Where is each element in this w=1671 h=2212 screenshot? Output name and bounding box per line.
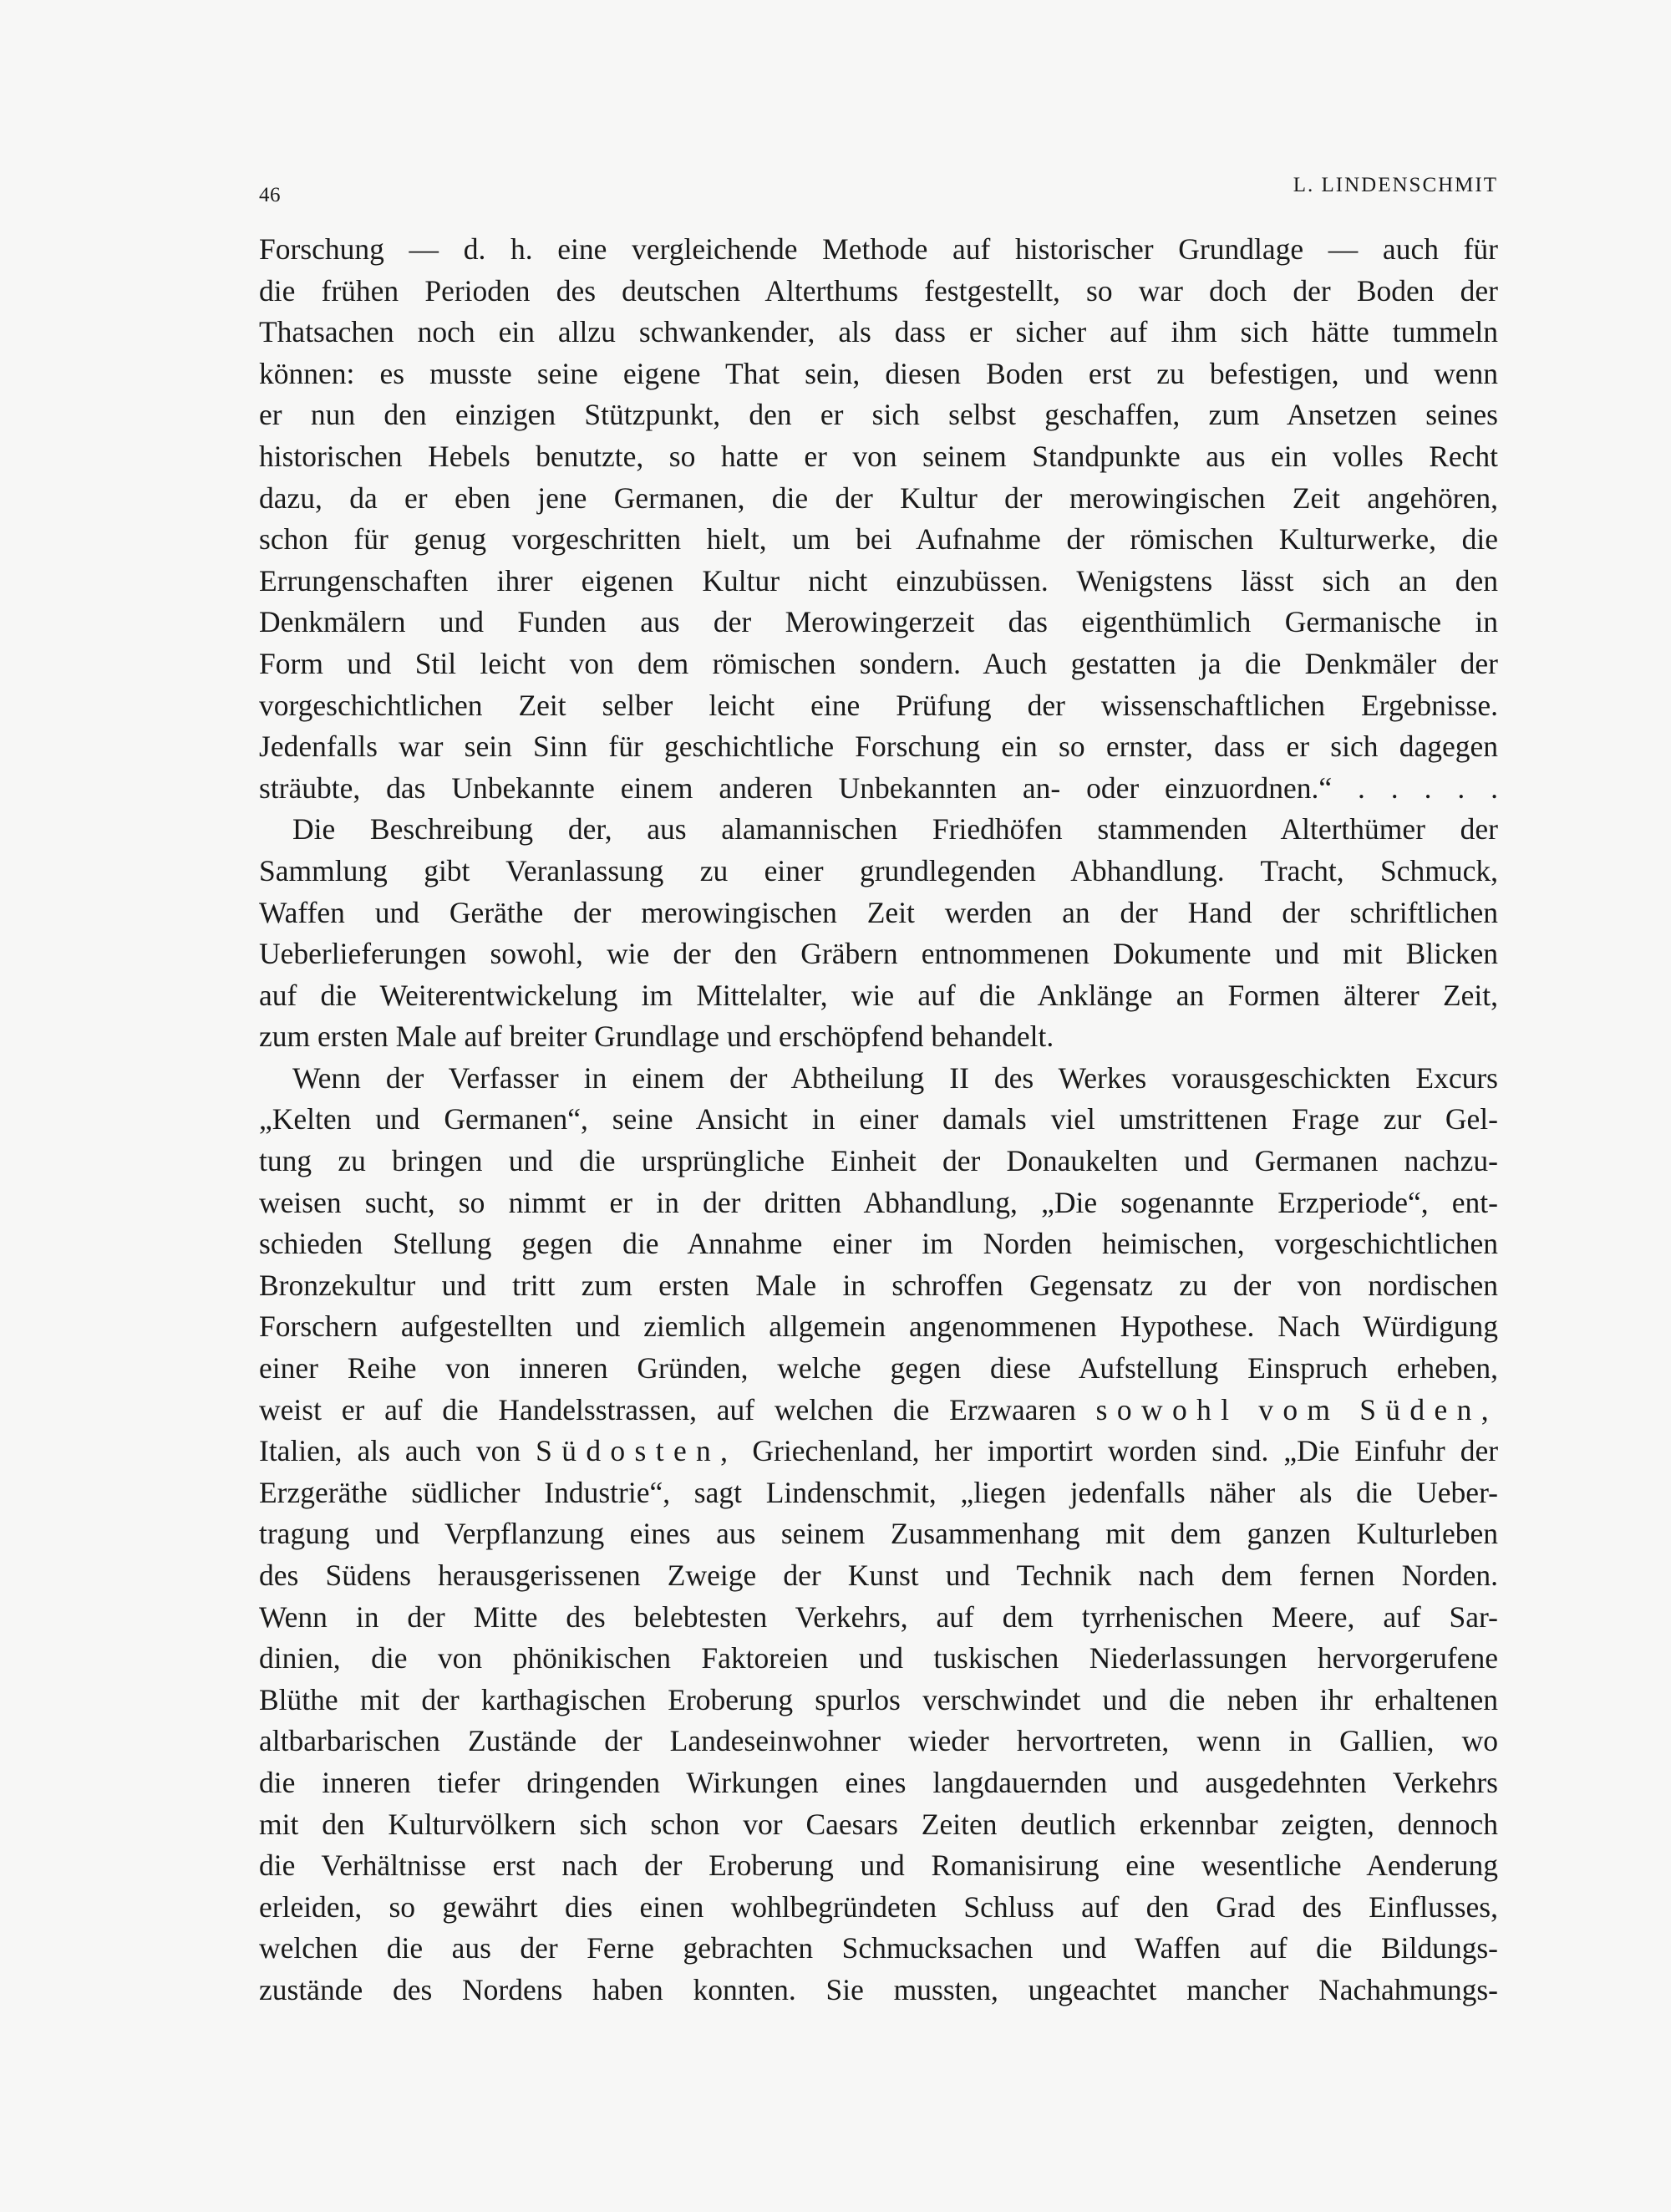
text-line: sträubte, das Unbekannte einem anderen Unbekannten an- oder einzuordnen.“ . . . . . bbox=[259, 770, 1498, 805]
text-line: die inneren tiefer dringenden Wirkungen eines langdauernden und ausgedehnten Verkehrs bbox=[259, 1765, 1498, 1799]
text-line: können: es musste seine eigene That sein, diesen Boden erst zu befestigen, und wenn bbox=[259, 356, 1498, 390]
text-line: Errungenschaften ihrer eigenen Kultur nicht einzubüssen. Wenigstens lässt sich an den bbox=[259, 563, 1498, 597]
text-line: die Verhältnisse erst nach der Eroberung und Romanisirung eine wesentliche Aenderung bbox=[259, 1848, 1498, 1883]
text-line: schieden Stellung gegen die Annahme einer im Norden heimischen, vorgeschichtlichen bbox=[259, 1227, 1498, 1261]
paragraph-1 bbox=[259, 229, 1498, 809]
text-line: welchen die aus der Ferne gebrachten Schmucksachen und Waffen auf die Bildungs- bbox=[259, 1931, 1498, 1965]
text-line: zum ersten Male auf breiter Grundlage und erschöpfend behandelt. bbox=[259, 1020, 1054, 1054]
text-line: Blüthe mit der karthagischen Eroberung spurlos verschwindet und die neben ihr erhaltenen bbox=[259, 1682, 1498, 1716]
paragraph-2 bbox=[259, 809, 1498, 1058]
body-text bbox=[259, 229, 1498, 2011]
text-line: Wenn der Verfasser in einem der Abtheilung II des Werkes vorausgeschickten Excurs bbox=[292, 1060, 1498, 1095]
text-line: die frühen Perioden des deutschen Alterthums festgestellt, so war doch der Boden der bbox=[259, 273, 1498, 308]
text-line: Jedenfalls war sein Sinn für geschichtliche Forschung ein so ernster, dass er sich dagegen bbox=[259, 730, 1498, 764]
text-line: Sammlung gibt Veranlassung zu einer grundlegenden Abhandlung. Tracht, Schmuck, bbox=[259, 853, 1498, 887]
text-line: auf die Weiterentwickelung im Mittelalter, wie auf die Anklänge an Formen älterer Zeit, bbox=[259, 978, 1498, 1012]
text-line: Thatsachen noch ein allzu schwankender, als dass er sicher auf ihm sich hätte tummeln bbox=[259, 315, 1498, 349]
text-line bbox=[259, 1390, 1498, 1431]
text-line: Bronzekultur und tritt zum ersten Male in schroffen Gegensatz zu der von nordischen bbox=[259, 1268, 1498, 1302]
text-line: altbarbarischen Zustände der Landeseinwohner wieder hervortreten, wenn in Gallien, wo bbox=[259, 1724, 1498, 1758]
text-segment: Griechenland, her importirt worden sind. „Die Einfuhr der bbox=[752, 1434, 1499, 1468]
text-segment: weist er auf die Handelsstrassen, auf welchen die Erzwaaren bbox=[259, 1392, 1076, 1426]
text-line bbox=[259, 1431, 1498, 1472]
text-line: Waffen und Geräthe der merowingischen Zeit werden an der Hand der schriftlichen bbox=[259, 895, 1498, 929]
page-number: 46 bbox=[259, 184, 281, 206]
emphasized-word: Südosten, bbox=[536, 1434, 738, 1468]
text-line: tragung und Verpflanzung eines aus seinem Zusammenhang mit dem ganzen Kulturleben bbox=[259, 1517, 1498, 1551]
text-line: zustände des Nordens haben konnten. Sie mussten, ungeachtet mancher Nachahmungs- bbox=[259, 1972, 1498, 2006]
text-line: vorgeschichtlichen Zeit selber leicht eine Prüfung der wissenschaftlichen Ergebnisse. bbox=[259, 688, 1498, 722]
running-head bbox=[259, 174, 1498, 204]
text-line: Denkmälern und Funden aus der Merowingerzeit das eigenthümlich Germanische in bbox=[259, 605, 1498, 639]
text-line: „Kelten und Germanen“, seine Ansicht in einer damals viel umstrittenen Frage zur Gel- bbox=[259, 1102, 1498, 1137]
text-line: Wenn in der Mitte des belebtesten Verkehrs, auf dem tyrrhenischen Meere, auf Sar- bbox=[259, 1599, 1498, 1634]
text-segment: Italien, als auch von bbox=[259, 1434, 521, 1468]
text-line: mit den Kulturvölkern sich schon vor Caesars Zeiten deutlich erkennbar zeigten, dennoch bbox=[259, 1807, 1498, 1841]
text-line: weisen sucht, so nimmt er in der dritten Abhandlung, „Die sogenannte Erzperiode“, ent- bbox=[259, 1185, 1498, 1219]
emphasized-word: sowohl bbox=[1095, 1392, 1239, 1426]
text-line: Erzgeräthe südlicher Industrie“, sagt Lindenschmit, „liegen jedenfalls näher als die Ueber- bbox=[259, 1475, 1498, 1509]
text-line: Ueberlieferungen sowohl, wie der den Gräbern entnommenen Dokumente und mit Blicken bbox=[259, 937, 1498, 971]
text-line: erleiden, so gewährt dies einen wohlbegründeten Schluss auf den Grad des Einflusses, bbox=[259, 1889, 1498, 1924]
running-title: L. LINDENSCHMIT bbox=[1293, 174, 1498, 196]
text-line: Form und Stil leicht von dem römischen sondern. Auch gestatten ja die Denkmäler der bbox=[259, 646, 1498, 680]
text-line: Forschern aufgestellten und ziemlich allgemein angenommenen Hypothese. Nach Würdigung bbox=[259, 1309, 1498, 1344]
text-line: Forschung — d. h. eine vergleichende Methode auf historischer Grundlage — auch für bbox=[259, 232, 1498, 266]
text-line: des Südens herausgerissenen Zweige der Kunst und Technik nach dem fernen Norden. bbox=[259, 1559, 1498, 1592]
text-line: einer Reihe von inneren Gründen, welche gegen diese Aufstellung Einspruch erheben, bbox=[259, 1351, 1498, 1386]
text-line: dazu, da er eben jene Germanen, die der Kultur der merowingischen Zeit angehören, bbox=[259, 481, 1498, 515]
emphasized-word: vom bbox=[1258, 1392, 1340, 1426]
paragraph-3 bbox=[259, 1058, 1498, 2011]
text-line: historischen Hebels benutzte, so hatte er von seinem Standpunkte aus ein volles Recht bbox=[259, 439, 1498, 473]
text-line: Die Beschreibung der, aus alamannischen Friedhöfen stammenden Alterthümer der bbox=[292, 812, 1498, 847]
text-line: er nun den einzigen Stützpunkt, den er sich selbst geschaffen, zum Ansetzen seines bbox=[259, 398, 1498, 432]
emphasized-word: Süden, bbox=[1359, 1392, 1498, 1426]
text-line: dinien, die von phönikischen Faktoreien und tuskischen Niederlassungen hervorgerufene bbox=[259, 1641, 1498, 1676]
text-line: tung zu bringen und die ursprüngliche Einheit der Donaukelten und Germanen nachzu- bbox=[259, 1144, 1498, 1178]
text-line: schon für genug vorgeschritten hielt, um bei Aufnahme der römischen Kulturwerke, die bbox=[259, 522, 1498, 557]
